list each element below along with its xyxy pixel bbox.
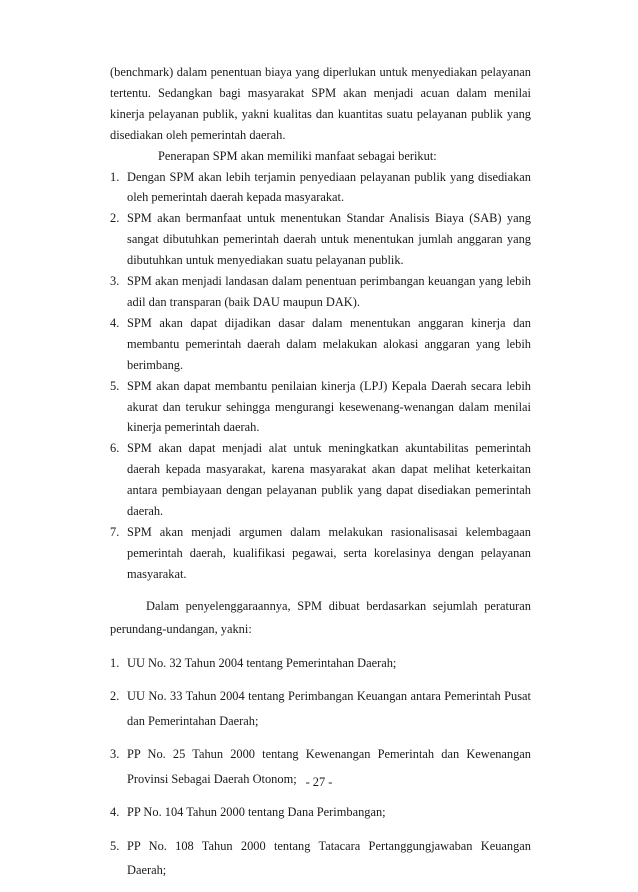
list-text: UU No. 33 Tahun 2004 tentang Perimbangan Keuangan antara Pemerintah Pusat dan Pemerintahan Daerah; <box>127 689 531 728</box>
list-text: SPM akan dapat dijadikan dasar dalam menentukan anggaran kinerja dan membantu pemerintah daerah dalam melakukan alokasi anggaran yang lebih berimbang. <box>127 315 531 372</box>
list-text: Dengan SPM akan lebih terjamin penyediaan pelayanan publik yang disediakan oleh pemerintah daerah kepada masyarakat. <box>127 169 531 205</box>
benefits-intro: Penerapan SPM akan memiliki manfaat sebagai berikut: <box>158 148 437 163</box>
list-item <box>110 208 531 271</box>
list-number: 4. <box>110 805 120 820</box>
list-item <box>110 313 531 376</box>
list-item <box>110 271 531 313</box>
list-number: 2. <box>110 689 120 704</box>
list-text: SPM akan menjadi argumen dalam melakukan rasionalisasai kelembagaan pemerintah daerah, kualifikasi pegawai, serta korelasinya dengan pelayanan masyarakat. <box>127 524 531 581</box>
list-number: 5. <box>110 378 120 393</box>
regulations-list <box>110 651 531 883</box>
list-item <box>110 684 531 733</box>
list-text: SPM akan dapat membantu penilaian kinerja (LPJ) Kepala Daerah secara lebih akurat dan terukur sehingga mengurangi kesewenang-wenangan dalam menilai kinerja pemerintah daerah. <box>127 378 531 435</box>
list-item <box>110 651 531 676</box>
list-text: PP No. 108 Tahun 2000 tentang Tatacara Pertanggungjawaban Keuangan Daerah; <box>127 838 531 878</box>
list-number: 3. <box>110 274 120 289</box>
list-number: 5. <box>110 838 120 853</box>
list-text: PP No. 25 Tahun 2000 tentang Kewenangan Pemerintah dan Kewenangan Provinsi Sebagai Daerah Otonom; <box>127 747 531 786</box>
list-item <box>110 376 531 439</box>
list-number: 2. <box>110 211 120 226</box>
intro-paragraph: (benchmark) dalam penentuan biaya yang diperlukan untuk menyediakan pelayanan tertentu. Sedangkan bagi masyarakat SPM akan menjadi acuan dalam menilai kinerja pelayanan publik, yakni kualitas dan kuantitas suatu pelayanan publik yang disediakan oleh pemerintah daerah. <box>110 65 531 142</box>
benefits-list <box>110 167 531 585</box>
list-item <box>110 522 531 585</box>
list-text: SPM akan dapat menjadi alat untuk meningkatkan akuntabilitas pemerintah daerah kepada masyarakat, karena masyarakat akan dapat melihat keterkaitan antara pembiayaan dengan pelayanan publik yang dapat disediakan pemerintah daerah. <box>127 441 531 519</box>
list-number: 6. <box>110 441 120 456</box>
list-item <box>110 438 531 522</box>
page-number: - 27 - <box>305 775 333 789</box>
list-text: PP No. 104 Tahun 2000 tentang Dana Perimbangan; <box>127 805 386 820</box>
list-number: 1. <box>110 169 120 184</box>
list-item <box>110 800 531 825</box>
list-text: SPM akan menjadi landasan dalam penentuan perimbangan keuangan yang lebih adil dan transparan (baik DAU maupun DAK). <box>127 274 531 309</box>
list-text: SPM akan bermanfaat untuk menentukan Standar Analisis Biaya (SAB) yang sangat dibutuhkan pemerintah daerah untuk menentukan jumlah anggaran yang dibutuhkan untuk menyediakan suatu pelayanan publik. <box>127 211 531 268</box>
regulations-intro: Dalam penyelenggaraannya, SPM dibuat berdasarkan sejumlah peraturan perundang-undangan, yakni: <box>110 598 531 636</box>
list-text: UU No. 32 Tahun 2004 tentang Pemerintahan Daerah; <box>127 655 397 670</box>
list-number: 1. <box>110 655 120 670</box>
list-number: 3. <box>110 747 120 762</box>
document-page <box>110 62 531 892</box>
list-number: 4. <box>110 315 120 330</box>
list-number: 7. <box>110 524 120 539</box>
list-item <box>110 167 531 209</box>
list-item <box>110 834 531 883</box>
